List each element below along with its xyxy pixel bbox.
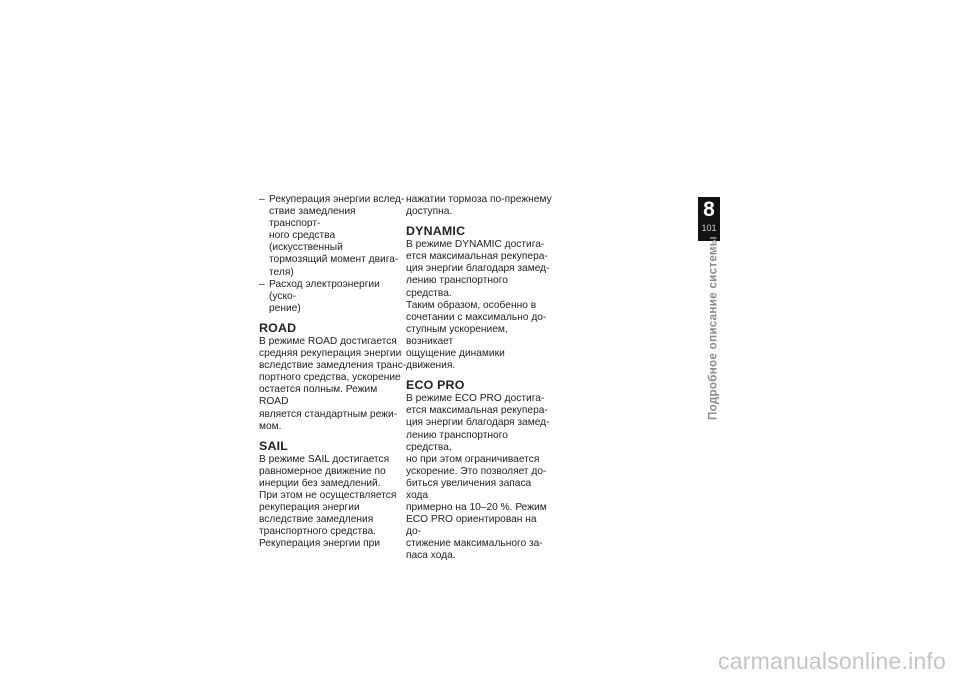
right-column xyxy=(406,194,554,563)
bullet-item-consumption xyxy=(259,279,407,315)
page-number: 101 xyxy=(701,223,717,233)
paragraph-dynamic: В режиме DYNAMIC достига- ется максимальная рекупера- ция энергии благодаря замед- лению транспортного средства. Таким образом, особенно в сочетании с максимально до- ступным ускорением, возникает ощущение динамики движения. xyxy=(406,239,550,372)
paragraph-sail: В режиме SAIL достигается равномерное движение по инерции без замедлений. При этом не осуществляется рекуперация энергии вследствие замедления транспортного средства. Рекуперация энергии при xyxy=(259,453,397,550)
bullet-dash: – xyxy=(259,278,265,290)
chapter-number: 8 xyxy=(703,198,715,221)
heading-road: ROAD xyxy=(259,320,297,335)
paragraph-road: В режиме ROAD достигается средняя рекуперация энергии вследствие замедления транс- портного средства, ускорение остается полным. Режим ROAD является стандартным режи- мом. xyxy=(259,335,407,432)
bullet-dash: – xyxy=(259,194,265,205)
bullet-text: Расход электроэнергии (уско- рение) xyxy=(269,278,380,314)
heading-sail: SAIL xyxy=(259,438,289,453)
paragraph-continuation: нажатии тормоза по-прежнему доступна. xyxy=(406,194,552,218)
watermark: carmanualsonline.info xyxy=(718,648,946,674)
chapter-marker xyxy=(698,197,720,241)
side-section-title: Подробное описание системы xyxy=(706,235,720,421)
bullet-item-recuperation xyxy=(259,194,407,279)
heading-eco-pro: ECO PRO xyxy=(406,378,465,393)
bullet-text: Рекуперация энергии вслед- ствие замедления транспорт- ного средства (искусственный тормозящий момент двига- теля) xyxy=(269,194,405,278)
heading-dynamic: DYNAMIC xyxy=(406,224,466,239)
bullet-list xyxy=(259,194,407,315)
left-column xyxy=(259,194,407,550)
paragraph-eco-pro: В режиме ECO PRO достига- ется максимальная рекупера- ция энергии благодаря замед- лению транспортного средства, но при этом ограничивается ускорение. Это позволяет до- биться увеличения запаса хода примерно на 10–20 %. Режим ECO PRO ориентирован на до- стижение максимального за- паса хода. xyxy=(406,393,550,562)
